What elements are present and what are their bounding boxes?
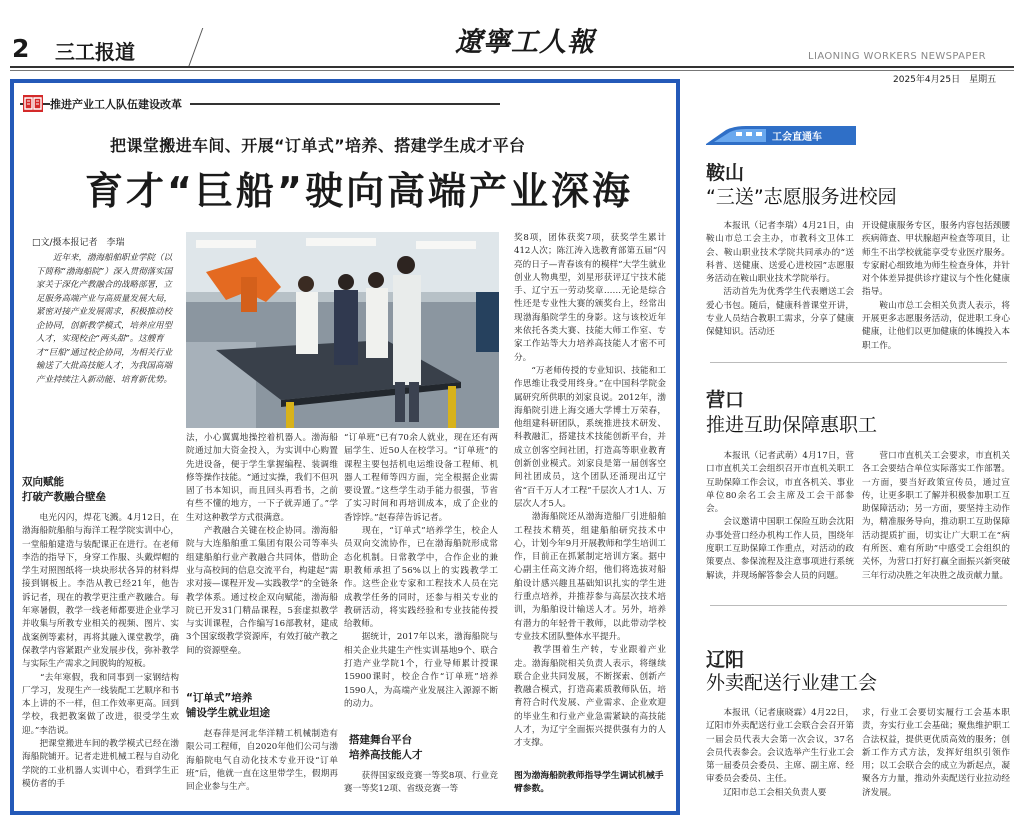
- story-2-col-b: 营口市直机关工会要求，市直机关各工会要结合单位实际落实工作部署。一方面，要当好政策宣传员，通过宣传，让更多职工了解并积极参加职工互助保障活动；另一方面，要坚持主动作为，精准服务导向，推动职工互助保障活动提质扩面，切实让广大职工在“病有所医、难有所助”中感受工会组织的关怀，为营口打好打赢全面振兴新突破三年行动决胜之年决胜之战贡献力量。: [862, 451, 1010, 581]
- story-1-city: 鞍山: [706, 162, 745, 184]
- column-3-text-b: 获得国家级竞赛一等奖8项、行业竞赛一等奖12项、省级竞赛一等: [344, 771, 498, 795]
- column-2-text-b: 赵春萍是河北华洋精工机械制造有限公司工程师，自2020年他们公司与渤海船院电气自动化技术专业开设“订单班”后，他就一直在这里带学生，假期再回企业参与生产。: [186, 729, 338, 793]
- book-icon: [23, 95, 43, 112]
- newspaper-masthead: 遼寧工人報: [455, 27, 595, 58]
- story-2-city: 营口: [706, 389, 745, 411]
- story-2-title: 推进互助保障惠职工: [706, 414, 878, 436]
- story-3-city: 辽阳: [706, 649, 745, 671]
- column-4-text: 奖8项，团体获奖7项，获奖学生累计412人次；陈江涛入选教育部第五届“闪亮的日子—青春该有的模样”大学生就业创业人物典型，刘星形获评辽宁技术能手、辽宁五一劳动奖章……无论是综合性还是专业性大赛的颁奖台上，经常出现渤海船院学生的身影。这与该校近年来依托各类大赛、技能大师工作室、专家工作站等大力培养高技能人才密不可分。 “万老师传授的专业知识、技能和工作思维让我受用终身。”在中国科学院金属研究所供职的刘家良说。2012年，渤海船院引进上海交通大学博士万荣春，他组建科研团队，系统推进技术研发、科教融汇，搭建技术技能创新平台，并成立创客空间社团，打造高等职业教育创新创业模式。刘家良是第一届创客空间社团成员，这个团队还涌现出辽宁省“百千万人才工程”千层次人才1人、万层次人才5人。 渤海船院还从渤海造船厂引进船舶工程技术精英，组建船舶研究技术中心，计划今年9月开展教师和学生培训工作，目前正在抓紧制定培训方案。据中心副主任高文涛介绍，他们将选拔对船舶设计感兴趣且基础知识扎实的学生进行重点培养，并推荐参与高层次技术培训，为船舶设计输送人才。另外，培养有潜力的年轻骨干教师，以此带动学校专业技术团队整体水平提升。 教学围着生产转，专业跟着产业走。渤海船院相关负责人表示，将继续联合企业共同发展，不断探索、创新产教融合模式，打造高素质教师队伍，培育符合时代发展、产业需求、企业欢迎的毕业生和行业产业急需紧缺的高技能人才，为辽宁全面振兴提供强有力的人才支撑。: [514, 233, 666, 749]
- newspaper-english-name: LIAONING WORKERS NEWSPAPER: [808, 51, 986, 62]
- feature-category: 推进产业工人队伍建设改革: [50, 96, 190, 112]
- section-divider: [173, 28, 204, 68]
- photo-caption: 图为渤海船院教师指导学生调试机械手臂参数。: [514, 771, 664, 794]
- story-separator: [710, 362, 1007, 363]
- story-separator: [710, 605, 1007, 606]
- subheading-3: 搭建舞台平台 培养高技能人才: [349, 734, 423, 761]
- story-2-col-a: 本报讯（记者武萌）4月17日，营口市直机关工会组织召开市直机关职工互助保障工作会议，市直各机关、事业单位80余名工会主席及工会干部参会。 会议邀请中国职工保险互助会沈阳办事处营口经办机构工作人员，围绕年度职工互助保障工作重点，对活动的政策要点、参保流程及注意事项进行系统解读，并现场解答参会人员的问题。: [706, 451, 854, 581]
- workshop-photo: [186, 232, 499, 428]
- page-number: 2: [12, 34, 29, 63]
- column-1-text: 电光闪闪，焊花飞溅。4月12日，在渤海船院船舶与海洋工程学院实训中心，一堂船舶建造与装配课正在进行。在老师李浩的指导下，身穿工作服、头戴焊帽的学生对照图纸将一块块形状各异的材料焊接到钢板上。李浩从教已经21年，他告诉记者，现在的教学更注重产教融合。每年寒暑假，教学一线老师都要进企业学习并收集与所教专业相关的视频、图片、实战案例等素材，再将其融入课堂教学，确保教学内容紧跟产业发展步伐，弥补教学与实际生产需求之间脱钩的短板。 “去年寒假，我和同事到一家钢结构厂学习，发现生产一线装配工艺顺序和书本上讲的不一样，但工作效率更高。回到学校，我把教案做了改进，很受学生欢迎。”李浩说。 把课堂搬进车间的教学模式已经在渤海船院铺开。记者走进机械工程与自动化学院的工业机器人实训中心，看到学生正模仿者的手: [22, 513, 179, 789]
- subheading-2: “订单式”培养 铺设学生就业坦途: [186, 692, 270, 719]
- story-1-title: “三送”志愿服务进校园: [706, 186, 897, 208]
- story-3-title: 外卖配送行业建工会: [706, 672, 878, 694]
- section-name: 三工报道: [55, 40, 135, 64]
- issue-date: 2025年4月25日 星期五: [893, 75, 997, 85]
- story-3-col-a: 本报讯（记者康晓霖）4月22日，辽阳市外卖配送行业工会联合会召开第一届会员代表大会第一次会议，37名会员代表参会。会议选举产生行业工会第一届委员会委员、主席、副主席、经审委员会委员、主任。 辽阳市总工会相关负责人要: [706, 708, 854, 798]
- subheading-1: 双向赋能 打破产教融合壁垒: [22, 476, 106, 503]
- story-3-col-b: 求，行业工会要切实履行工会基本职责，夯实行业工会基础；聚焦维护职工合法权益，提供更优质高效的服务；创新工作方式方法，发挥好组织引领作用；以工会联合会的成立为新起点，凝聚各方力量，推动外卖配送行业拉动经济发展。: [862, 708, 1010, 798]
- feature-headline: 育才“巨船”驶向高端产业深海: [85, 169, 633, 213]
- header-rule: [10, 66, 1014, 68]
- story-1-col-b: 开设健康服务专区，服务内容包括颈腰疾病筛查、甲状腺超声检查等项目，让师生不出学校就能享受专业医疗服务。专家耐心细致地为师生检查身体，并针对个体差异提供诊疗建议与个性化健康指导。 鞍山市总工会相关负责人表示，将开展更多志愿服务活动，促进职工身心健康，让他们以更加健康的体魄投入本职工作。: [862, 221, 1010, 351]
- feature-byline: □文/摄本报记者 李瑞: [32, 238, 125, 248]
- column-3-text: “订单班”已有70余人就业，现在还有两届学生、近50人在校学习。“订单班”的课程主要包括机电运维设备工程师、机器人工程师等四方面，完全根据企业需要设置。”这些学生动手能力很强，节省了实习时间和再培训成本，成了企业的香饽饽。”赵春萍告诉记者。 现在，“订单式”培养学生，校企人员双向交流协作，已在渤海船院形成常态化机制。日常教学中，合作企业的兼职教师承担了56%以上的实践教学工作。这些企业专家和工程技术人员在完成教学任务的同时，还参与相关专业的教研活动，将实践经验和专业技能传授给教师。 据统计，2017年以来，渤海船院与相关企业共建生产性实训基地9个、联合打造产业学院1个，行业导师累计授课15900课时，校企合作“订单班”培养1590人，为高端产业发展注入源源不断的动力。: [344, 433, 498, 709]
- story-1-col-a: 本报讯（记者李瑞）4月21日，由鞍山市总工会主办，市教科文卫体工会、鞍山职业技术学院共同承办的“送科普、送健康、送爱心进校园”志愿服务活动在鞍山职业技术学院举行。 活动首先为优秀学生代表赠送工会爱心书包。随后，健康科普课堂开讲，专业人员结合教职工需求，分享了健康保健知识。活动还: [706, 221, 854, 338]
- feature-subtitle: 把课堂搬进车间、开展“订单式”培养、搭建学生成才平台: [110, 136, 526, 155]
- column-2-text: 法，小心翼翼地操控着机器人。渤海船院通过加大资金投入，为实训中心购置先进设备，便于学生掌握编程、装调维修等操作技能。“通过实操，我们不但巩固了书本知识，而且回头再看书，之前有些不懂的地方，一下子就弄通了。”学生对这种教学方式很满意。 产教融合关键在校企协同。渤海船院与大连船舶重工集团有限公司等率头组建船舶行业产教融合共同体，借助企业与高校间的信息交流平台，构建起“需求对接—课程开发—实践教学”的全链条教学体系。通过校企双向赋能，渤海船院已开发31门精品课程，5套虚拟教学与实训课程，合作编写16部教材，建成3个国家级教学资源库，有效打破产教之间的资源壁垒。: [186, 433, 338, 656]
- feature-lead: 近年来，渤海船舶职业学院（以下简称“渤海船院”）深入贯彻落实国家关于深化产教融合的战略部署，立足服务高端产业与高质量发展大局，紧密对接产业发展需求，积极推动校企协同，创新教学模式，培养应用型人才，实现校企“两头甜”。这艘育才“巨船”通过校企协同，为相关行业输送了大批高技能人才，为我国高端产业持续注入新动能、培育新优势。: [36, 253, 173, 385]
- header-rule-thin: [10, 70, 1014, 71]
- sidebar-banner-label: 工会直通车: [772, 132, 822, 143]
